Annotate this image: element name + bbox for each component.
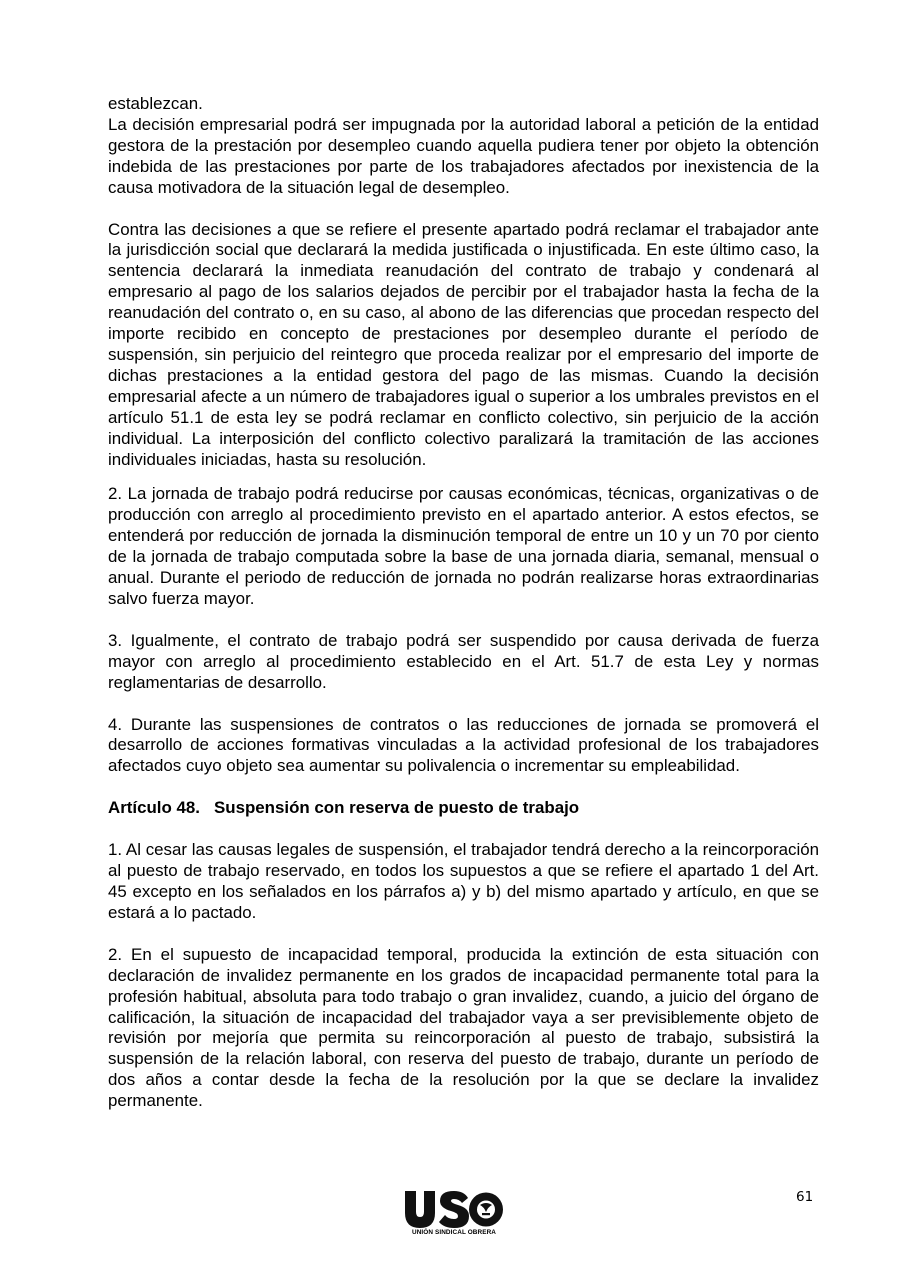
- document-body: [108, 94, 819, 1112]
- paragraph: 3. Igualmente, el contrato de trabajo podrá ser suspendido por causa derivada de fuerza mayor con arreglo al procedimiento establecido en el Art. 51.7 de esta Ley y normas reglamentarias de desarrollo.: [108, 630, 819, 692]
- paragraph: establezcan.: [108, 94, 203, 113]
- logo-caption: UNIÓN SINDICAL OBRERA: [412, 1229, 496, 1236]
- article-number: Artículo 48.: [108, 798, 200, 818]
- paragraph: 4. Durante las suspensiones de contratos o las reducciones de jornada se promoverá el desarrollo de acciones formativas vinculadas a la actividad profesional de los trabajadores afectados cuyo objeto sea aumentar su polivalencia o incrementar su empleabilidad.: [108, 714, 819, 776]
- article-heading: [108, 798, 819, 819]
- article-title: Suspensión con reserva de puesto de trabajo: [213, 798, 580, 818]
- paragraph: 1. Al cesar las causas legales de suspensión, el trabajador tendrá derecho a la reincorporación al puesto de trabajo reservado, en todos los supuestos a que se refiere el apartado 1 del Art. 45 excepto en los señalados en los párrafos a) y b) del mismo apartado y artículo, en que se estará a lo pactado.: [108, 840, 819, 922]
- logo-letter-u: [405, 1191, 435, 1228]
- paragraph: La decisión empresarial podrá ser impugnada por la autoridad laboral a petición de la entidad gestora de la prestación por desempleo cuando aquella pudiera tener por objeto la obtención indebida de las prestaciones por parte de los trabajadores afectados por inexistencia de la causa motivadora de la situación legal de desempleo.: [108, 114, 819, 197]
- logo-letter-s: [439, 1191, 469, 1228]
- paragraph: Contra las decisiones a que se refiere el presente apartado podrá reclamar el trabajador ante la jurisdicción social que declarará la medida justificada o injustificada. En este último caso, la sentencia declarará la inmediata reanudación del contrato de trabajo y condenará al empresario al pago de los salarios dejados de percibir por el trabajador hasta la fecha de la reanudación del contrato o, en su caso, al abono de las diferencias que procedan respecto del importe recibido en concepto de prestaciones por desempleo durante el período de suspensión, sin perjuicio del reintegro que proceda realizar por el empresario del importe de dichas prestaciones a la entidad gestora del pago de las mismas. Cuando la decisión empresarial afecte a un número de trabajadores igual o superior a los umbrales previstos en el artículo 51.1 de esta ley se podrá reclamar en conflicto colectivo, sin perjuicio de la acción individual. La interposición del conflicto colectivo paralizará la tramitación de las acciones individuales iniciadas, hasta su resolución.: [108, 219, 819, 469]
- page-number: 61: [796, 1189, 814, 1205]
- paragraph: 2. La jornada de trabajo podrá reducirse por causas económicas, técnicas, organizativas o de producción con arreglo al procedimiento previsto en el apartado anterior. A estos efectos, se entenderá por reducción de jornada la disminución temporal de entre un 10 y un 70 por ciento de la jornada de trabajo computada sobre la base de una jornada diaria, semanal, mensual o anual. Durante el periodo de reducción de jornada no podrán realizarse horas extraordinarias salvo fuerza mayor.: [108, 484, 819, 608]
- paragraph: 2. En el supuesto de incapacidad temporal, producida la extinción de esta situación con declaración de invalidez permanente en los grados de incapacidad permanente total para la profesión habitual, absoluta para todo trabajo o gran invalidez, cuando, a juicio del órgano de calificación, la situación de incapacidad del trabajador vaya a ser previsiblemente objeto de revisión por mejoría que permita su reincorporación al puesto de trabajo, subsistirá la suspensión de la relación laboral, con reserva del puesto de trabajo, durante un período de dos años a contar desde la fecha de la resolución por la que se declare la invalidez permanente.: [108, 944, 819, 1111]
